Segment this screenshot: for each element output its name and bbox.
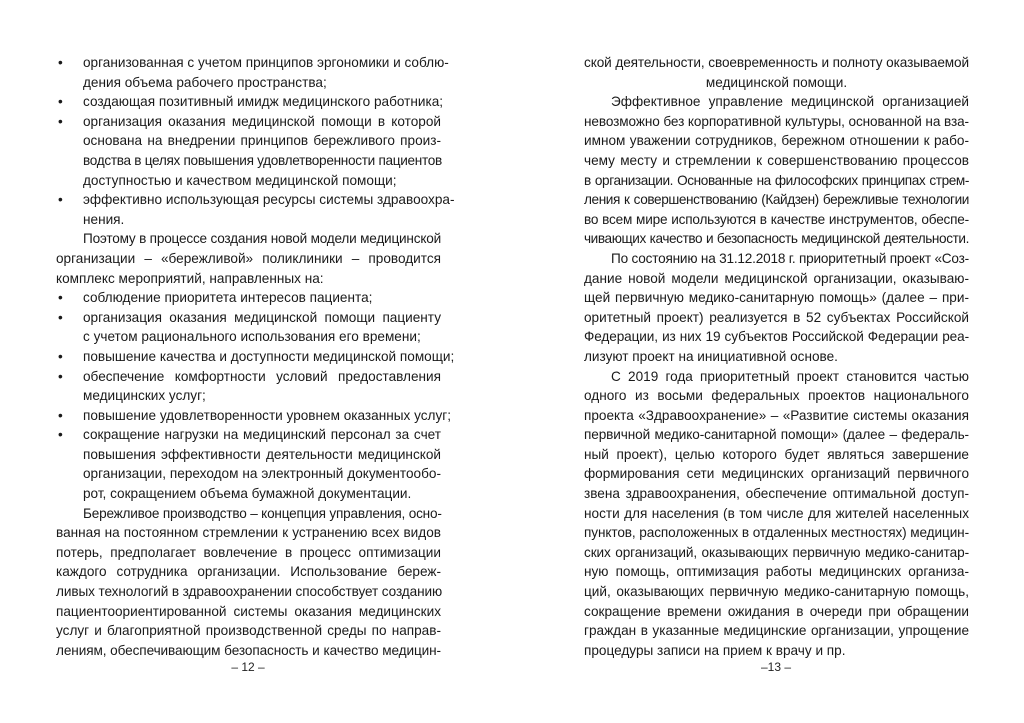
bullet-list-item: [56, 288, 441, 308]
text-line: водства в целях повышения удовлетворенности пациентов: [83, 152, 442, 168]
text-line: дание новой модели медицинской организации, оказываю-: [584, 270, 969, 286]
text-line: ливых технологий в здравоохранении способствует созданию: [56, 584, 443, 600]
bullet-list-item: [56, 53, 449, 73]
left-page-number: – 12 –: [231, 660, 265, 674]
text-line: чивающих качество и безопасность медицинской деятельности.: [584, 231, 969, 247]
text-line: звена здравоохранения, обеспечение оптимальной доступ-: [584, 486, 969, 502]
right-page: [512, 0, 1024, 723]
text-line: доступностью и качеством медицинской помощи;: [83, 172, 397, 188]
text-line: повышение удовлетворенности уровнем оказанных услуг;: [83, 407, 451, 423]
text-line: повышение качества и доступности медицинской помощи;: [83, 348, 455, 364]
bullet-marker: •: [58, 348, 63, 364]
text-line: сокращение времени ожидания в очереди при обращении: [584, 603, 969, 619]
text-line: ций, оказывающих первичную медико-санитарную помощь,: [584, 584, 969, 600]
text-line: соблюдение приоритета интересов пациента;: [83, 290, 373, 306]
paragraph-first-line: Эффективное управление медицинской организацией: [611, 94, 969, 110]
text-line: ную помощь, оптимизация работы медицинских организа-: [584, 564, 969, 580]
right-page-number: –13 –: [760, 660, 792, 674]
text-line: повышения эффективности деятельности медицинской: [83, 446, 441, 462]
text-line: организации – «бережливой» поликлиники – проводится: [56, 250, 441, 266]
text-line: ный проект), целью которого будет являться завершение: [584, 446, 969, 462]
bullet-marker: •: [58, 407, 63, 423]
paragraph-first-line: По состоянию на 31.12.2018 г. приоритетный проект «Соз-: [611, 250, 969, 266]
text-line: имном уважении сотрудников, бережном отношении к рабо-: [584, 133, 969, 149]
text-line: невозможно без корпоративной культуры, основанной на вза-: [584, 113, 969, 129]
text-line: в организации. Основанные на философских принципах стрем-: [584, 172, 969, 188]
text-line: медицинских услуг;: [83, 388, 206, 404]
text-line: ванная на постоянном стремлении к устранению всех видов: [56, 525, 441, 541]
bullet-list-item: [56, 406, 451, 426]
text-line: организованная с учетом принципов эргономики и соблю-: [83, 55, 449, 70]
text-line: услуг и благоприятной производственной среды по направ-: [56, 623, 441, 639]
text-line: ления к совершенствованию (Кайдзен) бережливые технологии: [584, 192, 969, 208]
text-line: рот, сокращением объема бумажной документации.: [83, 486, 412, 502]
text-line: обеспечение комфортности условий предоставления: [83, 368, 441, 384]
text-line: пунктов, расположенных в отдаленных местностях) медицин-: [584, 525, 970, 541]
left-page-text: [56, 53, 455, 660]
text-line: каждого сотрудника организации. Использование береж-: [56, 564, 441, 580]
paragraph-first-line: Бережливое производство – концепция управления, осно-: [83, 505, 442, 521]
text-line: комплекс мероприятий, направленных на:: [56, 270, 324, 286]
bullet-marker: •: [58, 94, 63, 110]
text-line: ности для населения (в том числе для жителей населенных: [584, 505, 969, 521]
text-line: первичной медико-санитарной помощи» (далее – федераль-: [584, 427, 969, 443]
text-line: во всем мире используются в качестве инструментов, обеспе-: [584, 211, 969, 227]
text-line: щей первичную медико-санитарную помощь» (далее – при-: [584, 290, 969, 306]
text-line: создающая позитивный имидж медицинского работника;: [83, 94, 444, 110]
bullet-marker: •: [58, 192, 63, 208]
paragraph-first-line: Поэтому в процессе создания новой модели медицинской: [83, 231, 441, 247]
text-line: чему месту и стремлении к совершенствованию процессов: [584, 152, 969, 168]
text-line: эффективно использующая ресурсы системы здравоохра-: [83, 192, 455, 208]
bullet-marker: •: [58, 427, 63, 443]
right-page-text: [584, 53, 969, 660]
text-line: процедуры записи на прием к врачу и пр.: [584, 642, 846, 658]
text-line: проекта «Здравоохранение» – «Развитие системы оказания: [584, 407, 969, 423]
bullet-marker: •: [58, 290, 63, 306]
bullet-list-item: [56, 308, 441, 328]
text-line: лизуют проект на инициативной основе.: [584, 348, 838, 364]
bullet-marker: •: [58, 113, 63, 129]
text-line: организации, переходом на электронный документообо-: [83, 466, 441, 482]
text-line: граждан в указанные медицинские организации, упрощение: [584, 623, 969, 639]
text-line: основана на внедрении принципов бережливого произ-: [83, 133, 441, 149]
text-line: с учетом рационального использования его времени;: [83, 329, 421, 345]
text-line: формирования сети медицинских организаций первичного: [584, 466, 969, 482]
text-line: лениям, обеспечивающим безопасность и качество медицин-: [56, 642, 441, 658]
bullet-list-item: [56, 347, 455, 367]
bullet-list-item: [56, 92, 444, 112]
text-line: оритетный проект) реализуется в 52 субъектах Российской: [584, 309, 969, 325]
text-line: медицинской помощи.: [705, 74, 848, 90]
bullet-marker: •: [58, 309, 63, 325]
text-line: Федерации, из них 19 субъектов Российской Федерации реа-: [584, 329, 969, 345]
text-line: дения объема рабочего пространства;: [83, 74, 327, 90]
bullet-list-item: [56, 112, 441, 132]
paragraph-first-line: С 2019 года приоритетный проект становится частью: [611, 368, 969, 384]
text-line: одного из восьми федеральных проектов национального: [584, 388, 969, 404]
text-line: организация оказания медицинской помощи в которой: [83, 113, 441, 129]
bullet-list-item: [56, 367, 441, 387]
text-line: сокращение нагрузки на медицинский персонал за счет: [83, 427, 441, 443]
bullet-marker: •: [58, 55, 63, 70]
text-line: потерь, предполагает вовлечение в процесс оптимизации: [56, 544, 441, 560]
bullet-list-item: [56, 190, 455, 210]
text-line: ских организаций, оказывающих первичную медико-санитар-: [584, 544, 969, 560]
bullet-marker: •: [58, 368, 63, 384]
text-line: нения.: [83, 211, 125, 227]
bullet-list-item: [56, 425, 441, 445]
text-line: пациентоориентированной системы оказания медицинских: [56, 603, 441, 619]
text-line: ской деятельности, своевременность и полноту оказываемой: [584, 55, 969, 70]
text-line: организация оказания медицинской помощи пациенту: [83, 309, 441, 325]
